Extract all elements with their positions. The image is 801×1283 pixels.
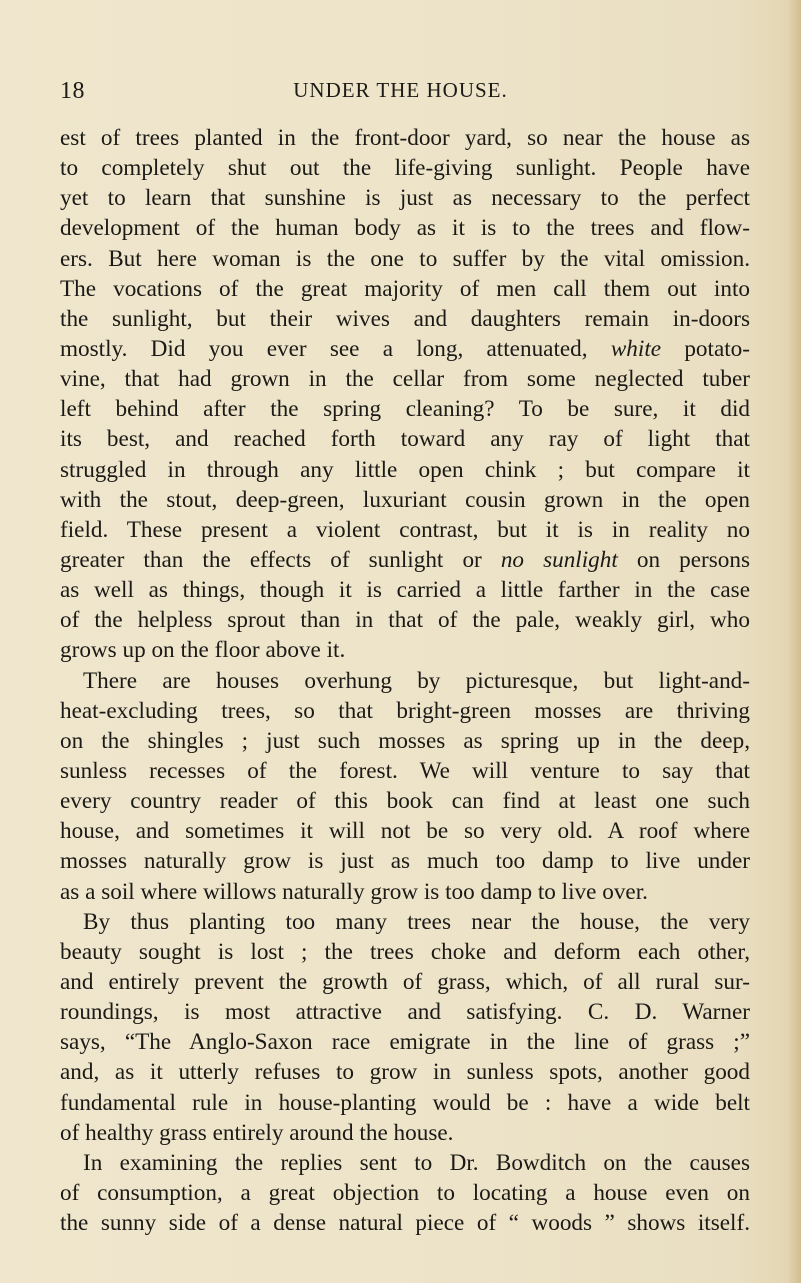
text-line: the sunny side of a dense natural piece of “ woods ” shows itself.: [60, 1210, 750, 1237]
text-line: its best, and reached forth toward any ray of light that: [60, 426, 750, 453]
text-line: est of trees planted in the front-door yard, so near the house as: [60, 125, 750, 151]
text-line: development of the human body as it is to the trees and flow-: [60, 215, 750, 242]
text-line: the sunlight, but their wives and daughters remain in-doors: [60, 305, 750, 332]
text-line: roundings, is most attractive and satisfying. C. D. Warner: [60, 999, 750, 1026]
text-segment: on persons: [617, 546, 751, 573]
text-line: to completely shut out the life-giving sunlight. People have: [60, 155, 750, 182]
running-head: UNDER THE HOUSE.: [293, 78, 508, 102]
text-line: There are houses overhung by picturesque, but light-and-: [83, 667, 750, 694]
text-line: with the stout, deep-green, luxuriant cousin grown in the open: [60, 486, 750, 513]
text-line: [60, 334, 750, 364]
text-line: ers. But here woman is the one to suffer by the vital omission.: [60, 245, 750, 272]
italic-emphasis: no sunlight: [500, 546, 618, 573]
text-line: of consumption, a great objection to locating a house even on: [60, 1179, 750, 1206]
text-line: fundamental rule in house-planting would be : have a wide belt: [60, 1089, 750, 1116]
italic-emphasis: white: [610, 335, 662, 362]
text-line: left behind after the spring cleaning? To be sure, it did: [60, 396, 750, 423]
text-segment: potato-: [661, 335, 751, 362]
text-line: yet to learn that sunshine is just as necessary to the perfect: [60, 185, 750, 212]
text-line: struggled in through any little open chink ; but compare it: [60, 456, 750, 483]
text-line: says, “The Anglo-Saxon race emigrate in the line of grass ;”: [60, 1029, 750, 1056]
text-line: In examining the replies sent to Dr. Bowditch on the causes: [83, 1149, 750, 1176]
text-line: house, and sometimes it will not be so very old. A roof where: [60, 818, 750, 845]
text-segment: greater than the effects of sunlight or: [60, 546, 501, 573]
text-line: By thus planting too many trees near the house, the very: [83, 908, 750, 935]
page-header: [0, 78, 801, 108]
text-line: mosses naturally grow is just as much too damp to live under: [60, 848, 750, 875]
text-line: [60, 545, 750, 575]
text-line: beauty sought is lost ; the trees choke and deform each other,: [60, 938, 750, 965]
text-line: as well as things, though it is carried a little farther in the case: [60, 577, 750, 604]
text-line: field. These present a violent contrast, but it is in reality no: [60, 516, 750, 543]
text-line: of the helpless sprout than in that of the pale, weakly girl, who: [60, 607, 750, 634]
text-line: heat-excluding trees, so that bright-green mosses are thriving: [60, 697, 750, 724]
text-line: grows up on the floor above it.: [60, 637, 346, 664]
text-line: and entirely prevent the growth of grass, which, of all rural sur-: [60, 968, 750, 995]
text-line: and, as it utterly refuses to grow in sunless spots, another good: [60, 1059, 750, 1086]
text-line: on the shingles ; just such mosses as spring up in the deep,: [60, 727, 750, 754]
page-number: 18: [60, 78, 85, 104]
text-segment: mostly. Did you ever see a long, attenuated,: [60, 335, 611, 362]
text-line: of healthy grass entirely around the house.: [60, 1119, 454, 1146]
body-text: [60, 123, 750, 1238]
page-edge-shadow: [787, 0, 801, 1283]
text-line: sunless recesses of the forest. We will venture to say that: [60, 757, 750, 784]
text-line: as a soil where willows naturally grow is too damp to live over.: [60, 878, 648, 905]
text-line: The vocations of the great majority of men call them out into: [60, 275, 750, 302]
text-line: vine, that had grown in the cellar from some neglected tuber: [60, 366, 750, 393]
text-line: every country reader of this book can find at least one such: [60, 788, 750, 815]
